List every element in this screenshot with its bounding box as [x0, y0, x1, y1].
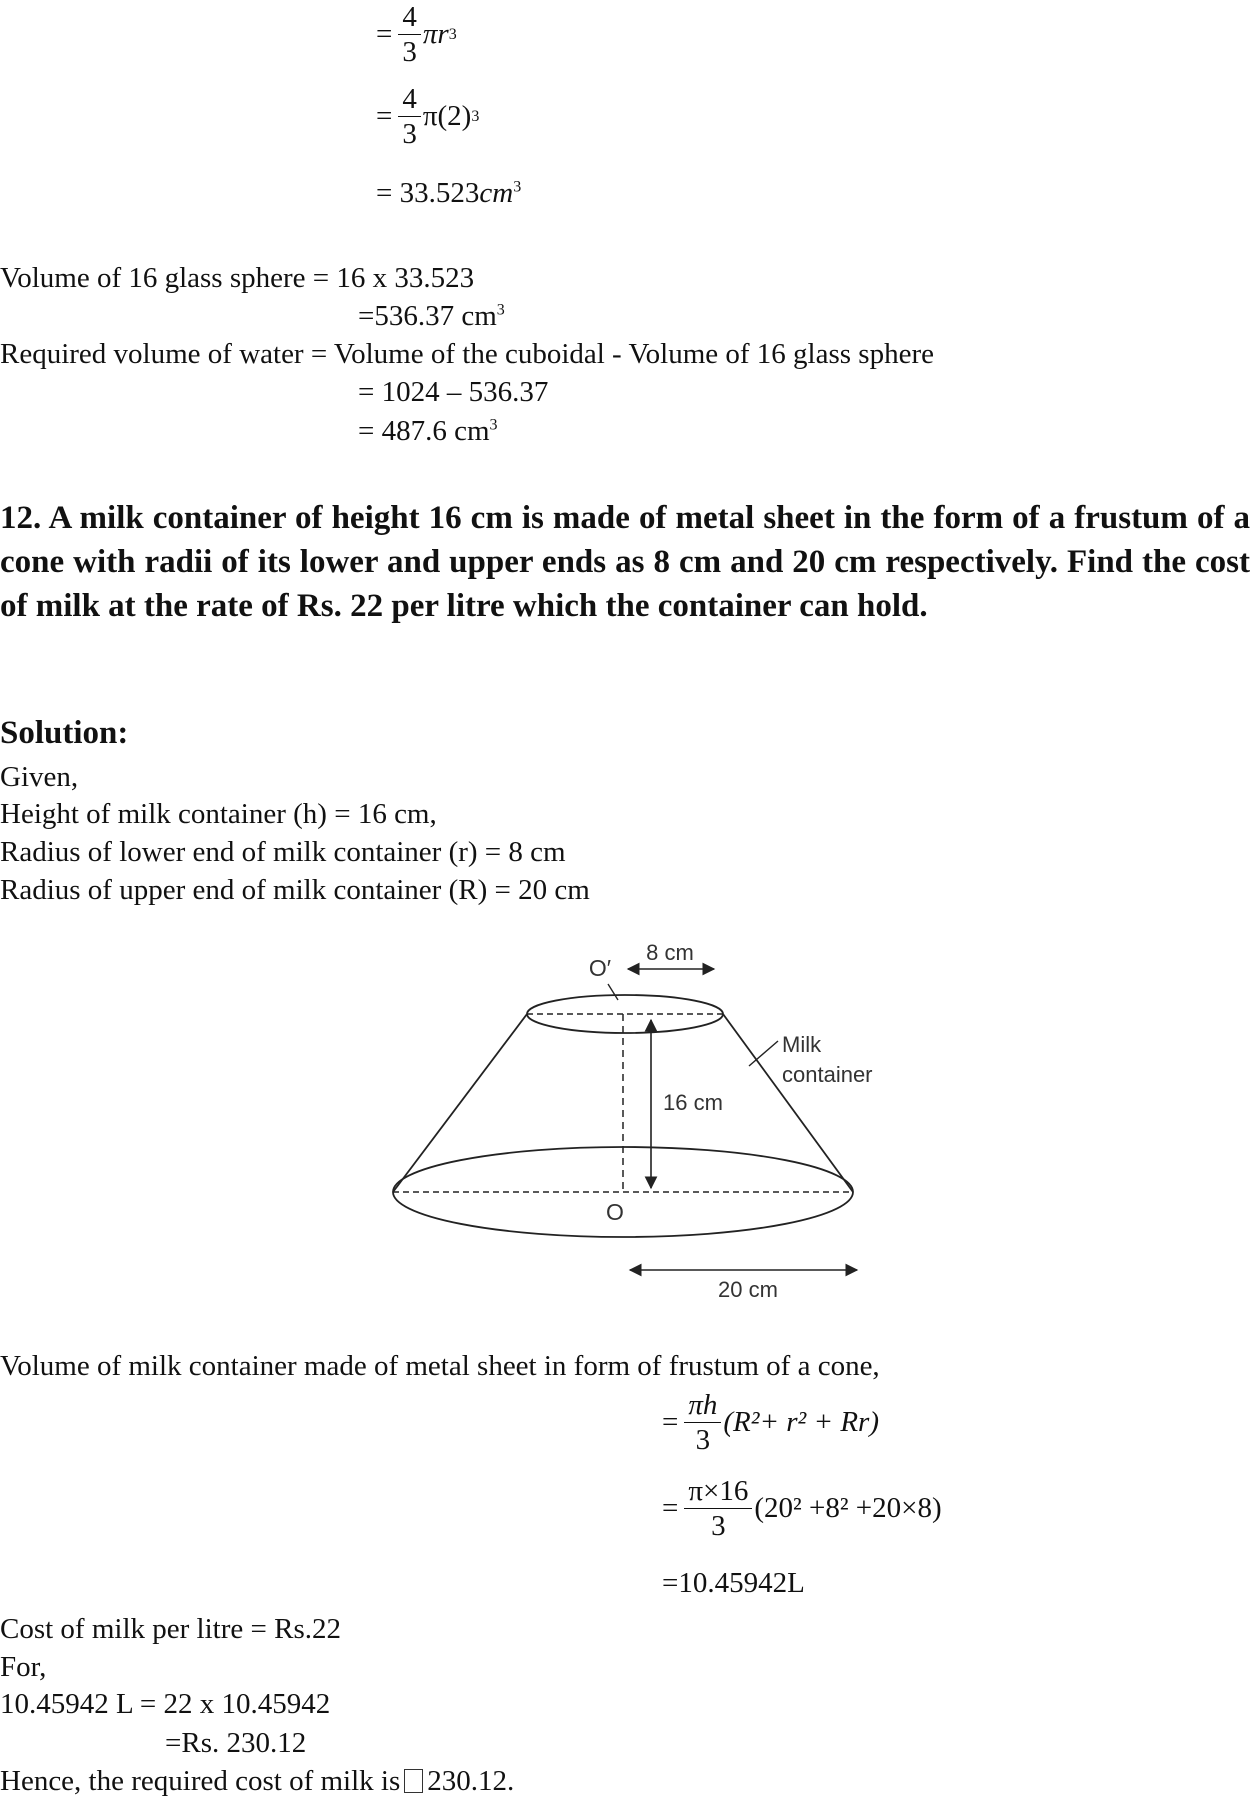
height-label: 16 cm	[663, 1090, 723, 1115]
bottom-radius-label: 20 cm	[718, 1277, 778, 1300]
fraction: $\frac{4}{3}$	[398, 0, 421, 69]
frustum-volume-intro: Volume of milk container made of metal sheet in form of frustum of a cone,	[0, 1350, 880, 1382]
given-label: Given,	[0, 761, 79, 793]
missing-glyph-icon	[404, 1769, 423, 1793]
cost-per-litre: Cost of milk per litre = Rs.22	[0, 1613, 341, 1645]
fraction: $\frac{\pi h}{3}$	[684, 1388, 721, 1457]
given-lower-radius: Radius of lower end of milk container (r) = 8 cm	[0, 836, 566, 868]
required-water-volume: Required volume of water = Volume of the cuboidal - Volume of 16 glass sphere	[0, 338, 934, 370]
frustum-substitution: = $\frac{\pi\times 16}{3}$ (20² +8² +20×8)	[662, 1475, 942, 1542]
sphere-volume-result: = $33.523cm^3$	[376, 177, 522, 209]
top-center-pointer	[608, 984, 618, 1000]
frustum-diagram	[370, 940, 910, 1300]
water-volume-subtraction: = 1024 – 536.37	[358, 376, 549, 408]
final-answer: Hence, the required cost of milk is 230.12.	[0, 1765, 515, 1797]
glass-sphere-volume: Volume of 16 glass sphere = 16 x 33.523	[0, 262, 475, 294]
cost-calculation: 10.45942 L = 22 x 10.45942	[0, 1688, 331, 1720]
fraction: $\frac{\pi\times 16}{3}$	[684, 1474, 752, 1543]
sphere-volume-step-1: = $\frac{4}{3}$ πr 3	[376, 1, 457, 68]
top-radius-label: 8 cm	[646, 940, 694, 965]
cost-result: =Rs. 230.12	[165, 1727, 307, 1759]
for-label: For,	[0, 1651, 47, 1683]
left-slant-edge	[393, 1014, 527, 1192]
given-height: Height of milk container (h) = 16 cm,	[0, 798, 437, 830]
question-12: 12. A milk container of height 16 cm is made of metal sheet in the form of a frustum of a cone with radii of its lower and upper ends as 8 cm and 20 cm respectively. Find the cost of milk at the rate of Rs. 22 per litre which the container can hold.	[0, 500, 1250, 624]
frustum-formula: = $\frac{\pi h}{3}$ (R²+ r² + Rr)	[662, 1389, 879, 1456]
top-ellipse	[527, 995, 723, 1033]
solution-heading: Solution:	[0, 715, 129, 751]
given-upper-radius: Radius of upper end of milk container (R) = 20 cm	[0, 874, 590, 906]
water-volume-result: = 487.6 $cm^3$	[358, 415, 498, 447]
sphere-volume-step-2: = $\frac{4}{3}$ π(2) 3	[376, 83, 480, 150]
milk-container-pointer	[749, 1041, 778, 1066]
glass-sphere-volume-result: =536.37 $cm^3$	[358, 300, 505, 332]
side-label-milk: Milk	[782, 1032, 822, 1057]
bottom-center-label: O	[606, 1199, 624, 1225]
fraction: $\frac{4}{3}$	[398, 82, 421, 151]
top-center-label: O′	[588, 955, 612, 981]
side-label-container: container	[782, 1062, 873, 1087]
frustum-volume-result: =10.45942L	[662, 1567, 805, 1599]
